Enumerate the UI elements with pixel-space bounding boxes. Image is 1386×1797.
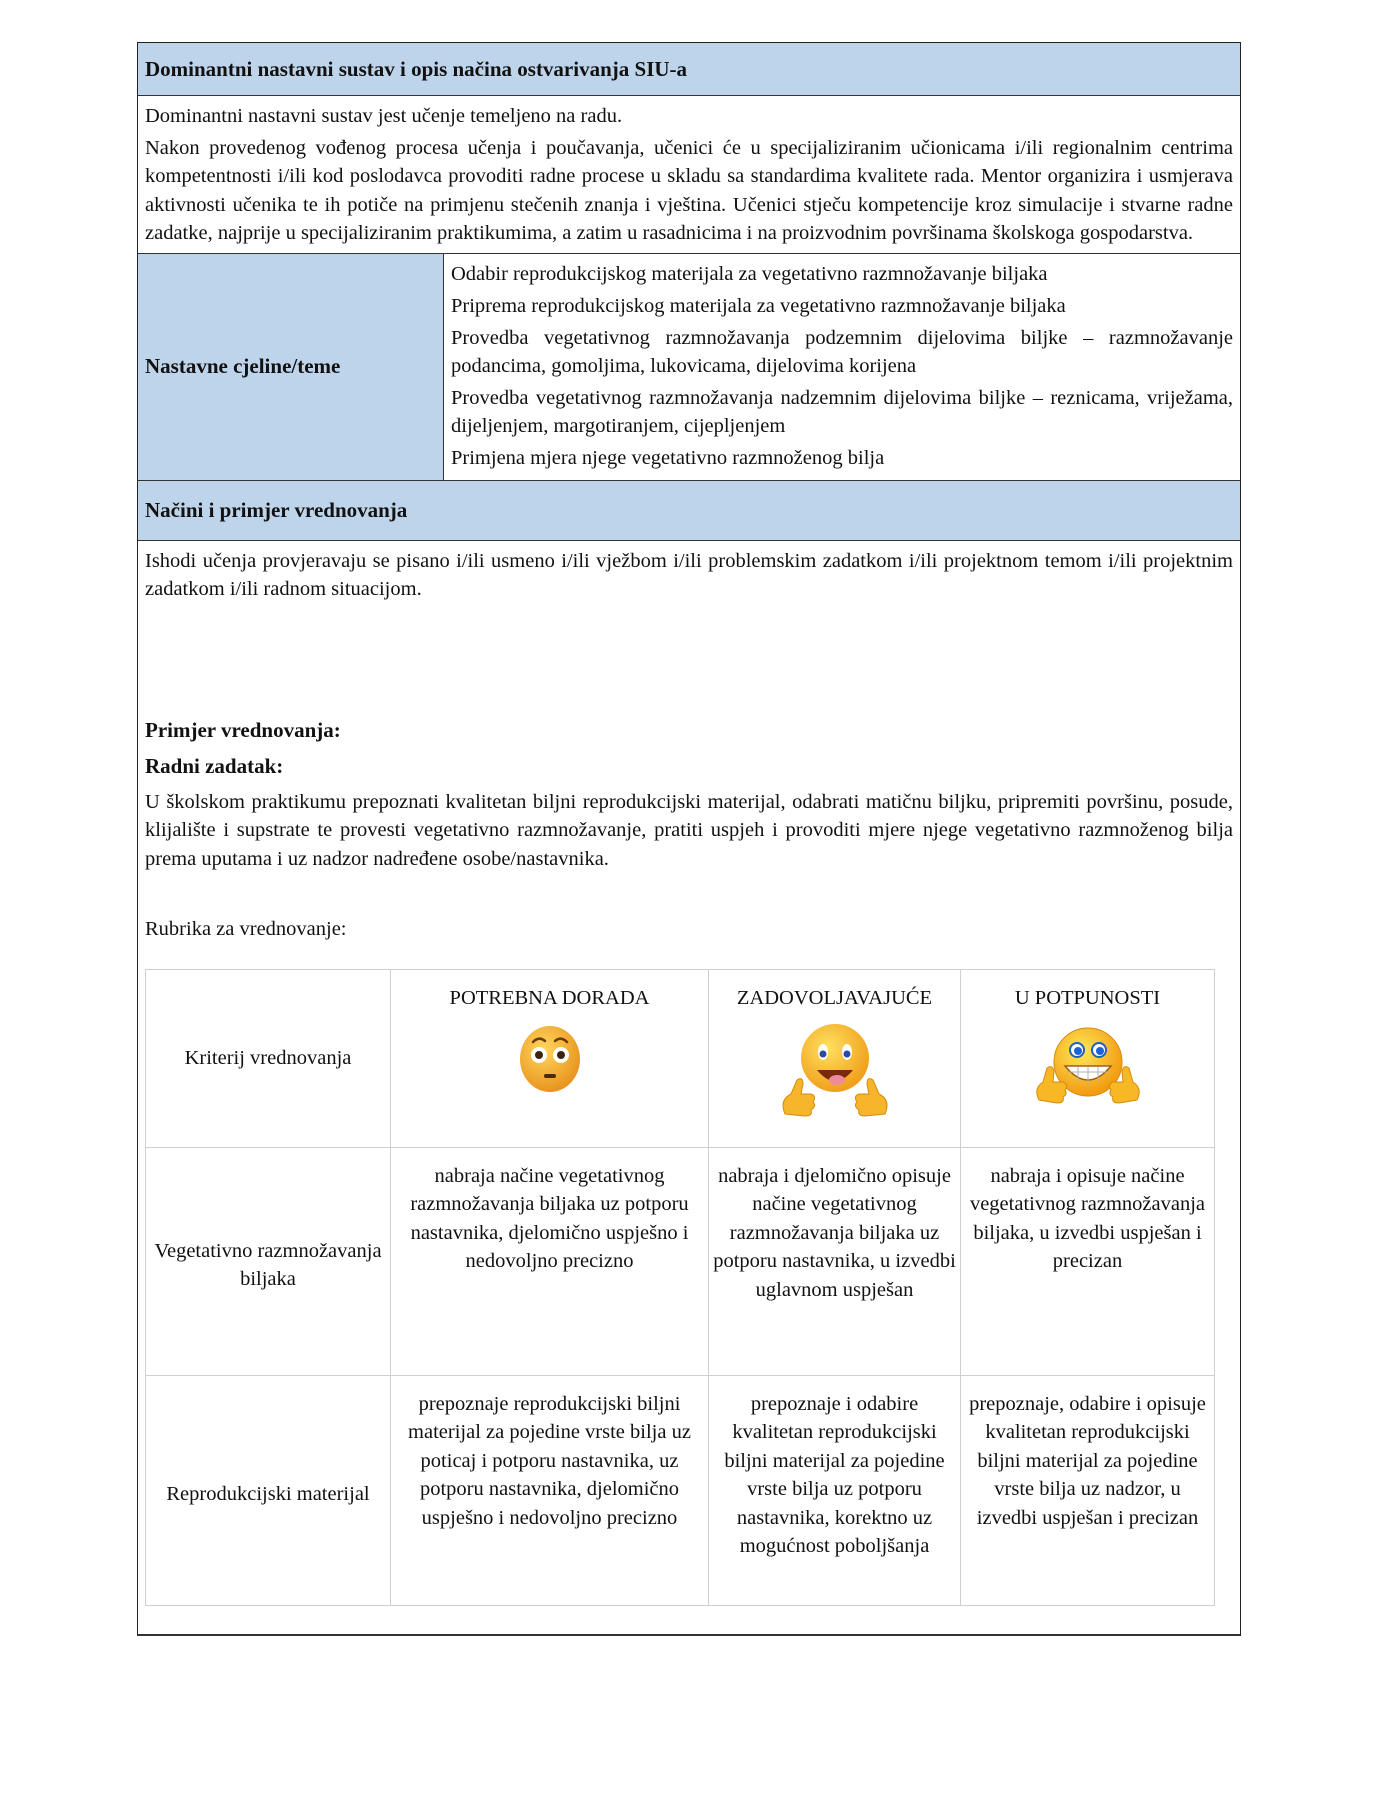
section-header-teaching-system	[138, 43, 1240, 96]
rubric-row	[146, 1375, 1215, 1605]
teaching-system-description	[138, 96, 1240, 254]
task-text: U školskom praktikumu prepoznati kvalitetan biljni reprodukcijski materijal, odabrati matičnu biljku, pripremiti površinu, posude, klijalište i supstrate te provesti vegetativno razmnožavanje, pratiti uspjeh i provoditi mjere njege vegetativno razmnoženog bilja prema uputama i uz nadzor nadređene osobe/nastavnika.	[145, 790, 1233, 870]
topic-item: Primjena mjera njege vegetativno razmnoženog bilja	[451, 446, 885, 469]
teaching-units-label	[138, 254, 444, 480]
flushed-face-icon	[511, 1018, 589, 1096]
happy-thumbs-up-face-icon	[765, 1018, 905, 1124]
paragraph: Dominantni nastavni sustav jest učenje temeljeno na radu.	[145, 105, 623, 127]
evaluation-intro: Ishodi učenja provjeravaju se pisano i/ili usmeno i/ili vježbom i/ili problemskim zadatkom i/ili projektnom temom i/ili projektnim zadatkom i/ili radnom situacijom.	[145, 549, 1233, 600]
criterion-header: Kriterij vrednovanja	[146, 969, 391, 1147]
level-label: U POTPUNOSTI	[1014, 986, 1161, 1009]
rubric-cell-satisfactory: prepoznaje i odabire kvalitetan reprodukcijski biljni materijal za pojedine vrste bilja uz potporu nastavnika, korektno uz mogućnost poboljšanja	[709, 1375, 961, 1605]
rubric-cell-needs-work: nabraja načine vegetativnog razmnožavanja biljaka uz potporu nastavnika, djelomično uspješno i nedovoljno precizno	[391, 1147, 709, 1375]
evaluation-body	[138, 541, 1240, 1634]
curriculum-table	[137, 42, 1241, 1636]
grinning-thumbs-up-face-icon	[1033, 1018, 1143, 1110]
topic-item: Priprema reprodukcijskog materijala za vegetativno razmnožavanje biljaka	[451, 294, 1066, 317]
rubric-cell-needs-work: prepoznaje reprodukcijski biljni materijal za pojedine vrste bilja uz poticaj i potporu nastavnika, uz potporu nastavnika, djelomično uspješno i nedovoljno precizno	[391, 1375, 709, 1605]
rubric-cell-satisfactory: nabraja i djelomično opisuje načine vegetativnog razmnožavanja biljaka uz potporu nastavnika, u izvedbi uglavnom uspješan	[709, 1147, 961, 1375]
section-header-evaluation	[138, 481, 1240, 541]
rubric-label: Rubrika za vrednovanje:	[145, 918, 347, 940]
level-header-needs-work	[391, 969, 709, 1147]
level-label: POTREBNA DORADA	[449, 986, 650, 1009]
teaching-units-label-text: Nastavne cjeline/teme	[145, 354, 341, 378]
criterion-cell: Vegetativno razmnožavanja biljaka	[146, 1147, 391, 1375]
rubric-row	[146, 1147, 1215, 1375]
topic-item: Odabir reprodukcijskog materijala za vegetativno razmnožavanje biljaka	[451, 262, 1048, 285]
teaching-units-row	[138, 254, 1240, 481]
level-label: ZADOVOLJAVAJUĆE	[736, 986, 933, 1009]
rubric-cell-fully: prepoznaje, odabire i opisuje kvalitetan reprodukcijski biljni materijal za pojedine vrste bilja uz nadzor, u izvedbi uspješan i precizan	[961, 1375, 1215, 1605]
rubric-cell-fully: nabraja i opisuje načine vegetativnog razmnožavanja biljaka, u izvedbi uspješan i precizan	[961, 1147, 1215, 1375]
topic-item: Provedba vegetativnog razmnožavanja nadzemnim dijelovima biljke – reznicama, vriježama, dijeljenjem, margotiranjem, cijepljenjem	[451, 386, 1233, 437]
rubric-table	[145, 969, 1215, 1606]
rubric-header-row	[146, 969, 1215, 1147]
example-label: Primjer vrednovanja:	[145, 717, 341, 742]
criterion-cell: Reprodukcijski materijal	[146, 1375, 391, 1605]
level-header-fully	[961, 969, 1215, 1147]
task-label: Radni zadatak:	[145, 753, 284, 778]
teaching-units-list	[444, 254, 1240, 480]
section-header-text: Načini i primjer vrednovanja	[145, 497, 408, 522]
spacer	[145, 604, 1233, 708]
paragraph: Nakon provedenog vođenog procesa učenja i poučavanja, učenici će u specijaliziranim učionicama i/ili regionalnim centrima kompetentnosti i/ili kod poslodavca provoditi radne procese u skladu sa standardima kvalitete rada. Mentor organizira i usmjerava aktivnosti učenika te ih potiče na primjenu stečenih znanja i vještina. Učenici stječu kompetencije kroz simulacije i stvarne radne zadatke, najprije u specijaliziranim praktikumima, a zatim u rasadnicima i na proizvodnim površinama školskoga gospodarstva.	[145, 136, 1233, 244]
section-header-text: Dominantni nastavni sustav i opis načina ostvarivanja SIU-a	[145, 56, 688, 81]
topic-item: Provedba vegetativnog razmnožavanja podzemnim dijelovima biljke – razmnožavanje podancima, gomoljima, lukovicama, dijelovima korijena	[451, 326, 1233, 377]
level-header-satisfactory	[709, 969, 961, 1147]
